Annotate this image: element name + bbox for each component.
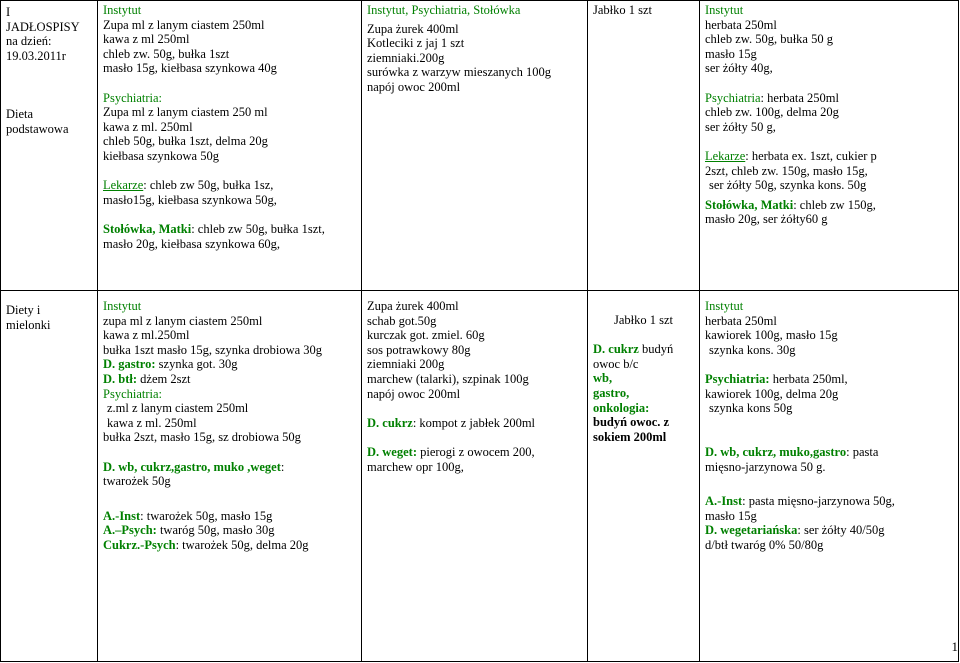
menu-line: Stołówka, Matki: chleb zw 150g, <box>705 197 876 212</box>
menu-line: Lekarze: herbata ex. 1szt, cukier p <box>705 148 877 163</box>
diet-label: A.-Inst <box>705 494 743 509</box>
table-row-dieta-podstawowa <box>1 1 959 291</box>
header-title-line: JADŁOSPISY <box>6 19 80 34</box>
diet-name: Diety i <box>6 303 41 317</box>
menu-line: bułka 1szt masło 15g, szynka drobiowa 30g <box>103 342 323 357</box>
section-heading-psychiatria: Psychiatria <box>705 90 761 105</box>
menu-line: masło 15g <box>705 46 757 61</box>
menu-line: ser żółty 40g, <box>705 61 773 76</box>
diet-label: D. wegetariańska <box>705 523 798 538</box>
menu-line: schab got.50g <box>367 313 437 328</box>
menu-line: sokiem 200ml <box>593 429 667 444</box>
menu-line: sos potrawkowy 80g <box>367 342 471 357</box>
meal-cell-breakfast <box>98 291 362 662</box>
menu-line: twarożek 50g <box>103 474 171 489</box>
menu-line: D. wb, cukrz,gastro, muko ,weget: <box>103 459 285 474</box>
menu-line: bułka 2szt, masło 15g, sz drobiowa 50g <box>103 430 301 445</box>
menu-line: masło 20g, ser żółty60 g <box>705 212 828 227</box>
menu-line: Lekarze: chleb zw 50g, bułka 1sz, <box>103 178 274 193</box>
menu-line: masło 15g <box>705 508 757 523</box>
menu-line: napój owoc 200ml <box>367 79 461 94</box>
section-heading-lekarze: Lekarze <box>103 178 144 193</box>
menu-line: masło 20g, kiełbasa szynkowa 60g, <box>103 236 281 251</box>
diet-label: onkologia: <box>593 400 650 415</box>
menu-line: Zupa żurek 400ml <box>367 299 459 313</box>
menu-line: D. wb, cukrz, muko,gastro: pasta <box>705 444 879 459</box>
meal-cell-dinner <box>700 1 959 291</box>
section-heading-psychiatria: Psychiatria: <box>103 90 163 105</box>
menu-line: mięsno-jarzynowa 50 g. <box>705 459 826 474</box>
menu-line: ziemniaki 200g <box>367 357 445 372</box>
menu-line: Psychiatria: herbata 250ml <box>705 90 839 105</box>
diet-label: D. cukrz <box>367 415 413 430</box>
menu-line: Psychiatria: herbata 250ml, <box>705 371 848 386</box>
section-heading-psychiatria: Psychiatria: <box>103 386 163 401</box>
diet-label: D. gastro: <box>103 357 156 372</box>
menu-line: D. gastro: szynka got. 30g <box>103 357 238 372</box>
menu-line: kawa z ml.250ml <box>103 328 190 343</box>
diet-label: D. wb, cukrz, muko,gastro <box>705 444 847 459</box>
diet-label: wb, <box>593 371 613 386</box>
menu-line: chleb zw. 50g, bułka 50 g <box>705 32 833 47</box>
menu-line: szynka kons. 30g <box>709 342 796 357</box>
section-heading-instytut: Instytut <box>705 299 744 313</box>
diet-label: A.–Psych: <box>103 523 157 538</box>
meal-cell-lunch <box>362 291 588 662</box>
section-heading-instytut: Instytut <box>705 3 744 17</box>
menu-line: Stołówka, Matki: chleb zw 50g, bułka 1szt, <box>103 221 325 236</box>
table-row-diety-mielonki <box>1 291 959 662</box>
menu-line: ziemniaki.200g <box>367 50 445 65</box>
menu-line: D. cukrz budyń <box>593 342 674 357</box>
section-heading: Instytut, Psychiatria, Stołówka <box>367 3 521 17</box>
row-label-cell <box>1 291 98 662</box>
meal-cell-snack <box>588 1 700 291</box>
diet-name: podstawowa <box>6 121 69 136</box>
header-title-line: I <box>6 5 11 19</box>
diet-label: D. cukrz <box>593 342 639 357</box>
menu-line: d/btł twaróg 0% 50/80g <box>705 537 824 552</box>
section-heading-lekarze: Lekarze <box>705 148 746 163</box>
diet-name: mielonki <box>6 317 51 332</box>
menu-line: D. cukrz: kompot z jabłek 200ml <box>367 415 536 430</box>
menu-line: D. weget: pierogi z owocem 200, <box>367 444 535 459</box>
menu-line: Jabłko 1 szt <box>593 3 653 17</box>
meal-cell-dinner <box>700 291 959 662</box>
menu-line: D. wegetariańska: ser żółty 40/50g <box>705 523 885 538</box>
menu-line: szynka kons 50g <box>709 401 793 416</box>
menu-line: kawiorek 100g, delma 20g <box>705 386 839 401</box>
menu-line: ser żółty 50g, szynka kons. 50g <box>709 178 867 193</box>
menu-line: owoc b/c <box>593 356 639 371</box>
section-heading-instytut: Instytut <box>103 3 142 17</box>
meal-cell-snack <box>588 291 700 662</box>
diet-label: A.-Inst <box>103 508 141 523</box>
menu-line: kawa z ml 250ml <box>103 32 190 47</box>
menu-line: D. btł: dżem 2szt <box>103 371 191 386</box>
menu-line: kawa z ml. 250ml <box>107 415 197 430</box>
menu-line: Zupa ml z lanym ciastem 250ml <box>103 17 265 32</box>
menu-line: herbata 250ml <box>705 313 777 328</box>
date-value: 19.03.2011r <box>6 48 66 63</box>
menu-line: chleb zw. 100g, delma 20g <box>705 105 839 120</box>
menu-line: napój owoc 200ml <box>367 386 461 401</box>
menu-line: chleb 50g, bułka 1szt, delma 20g <box>103 134 268 149</box>
menu-line: herbata 250ml <box>705 17 777 32</box>
menu-line: Jabłko 1 szt <box>613 313 674 327</box>
section-heading-psychiatria: Psychiatria: <box>705 371 770 386</box>
section-heading-stolowka: Stołówka, Matki <box>103 221 192 236</box>
menu-line: Zupa żurek 400ml <box>367 21 459 36</box>
menu-line: A.-Inst: pasta mięsno-jarzynowa 50g, <box>705 494 895 509</box>
diet-label: D. weget: <box>367 444 417 459</box>
menu-line: A.–Psych: twaróg 50g, masło 30g <box>103 523 275 538</box>
section-heading-instytut: Instytut <box>103 299 142 313</box>
diet-label: gastro, <box>593 385 630 400</box>
menu-line: marchew (talarki), szpinak 100g <box>367 371 529 386</box>
menu-line: Cukrz.-Psych: twarożek 50g, delma 20g <box>103 537 309 552</box>
diet-label: D. wb, cukrz,gastro, muko ,weget <box>103 459 281 474</box>
menu-line: z.ml z lanym ciastem 250ml <box>107 401 249 416</box>
date-label: na dzień: <box>6 34 52 49</box>
page-number: 1 <box>951 639 958 654</box>
diet-label: D. btł: <box>103 371 138 386</box>
menu-line: kawa z ml. 250ml <box>103 119 193 134</box>
diet-name: Dieta <box>6 107 34 122</box>
meal-cell-lunch <box>362 1 588 291</box>
menu-line: zupa ml z lanym ciastem 250ml <box>103 313 263 328</box>
menu-line: marchew opr 100g, <box>367 459 464 474</box>
menu-line: kiełbasa szynkowa 50g <box>103 148 219 163</box>
menu-line: surówka z warzyw mieszanych 100g <box>367 65 551 80</box>
menu-line: Kotleciki z jaj 1 szt <box>367 36 465 51</box>
menu-line: kurczak got. zmiel. 60g <box>367 328 485 343</box>
menu-line: 2szt, chleb zw. 150g, masło 15g, <box>705 163 868 178</box>
meal-cell-breakfast <box>98 1 362 291</box>
menu-line: masło15g, kiełbasa szynkowa 50g, <box>103 192 277 207</box>
menu-line: chleb zw. 50g, bułka 1szt <box>103 46 230 61</box>
diet-label: Cukrz.-Psych <box>103 537 176 552</box>
menu-line: masło 15g, kiełbasa szynkowa 40g <box>103 61 277 76</box>
menu-line: A.-Inst: twarożek 50g, masło 15g <box>103 508 273 523</box>
row-label-cell <box>1 1 98 291</box>
menu-line: kawiorek 100g, masło 15g <box>705 328 838 343</box>
menu-line: budyń owoc. z <box>593 415 670 430</box>
menu-line: ser żółty 50 g, <box>705 119 776 134</box>
section-heading-stolowka: Stołówka, Matki <box>705 197 794 212</box>
menu-line: Zupa ml z lanym ciastem 250 ml <box>103 105 268 120</box>
